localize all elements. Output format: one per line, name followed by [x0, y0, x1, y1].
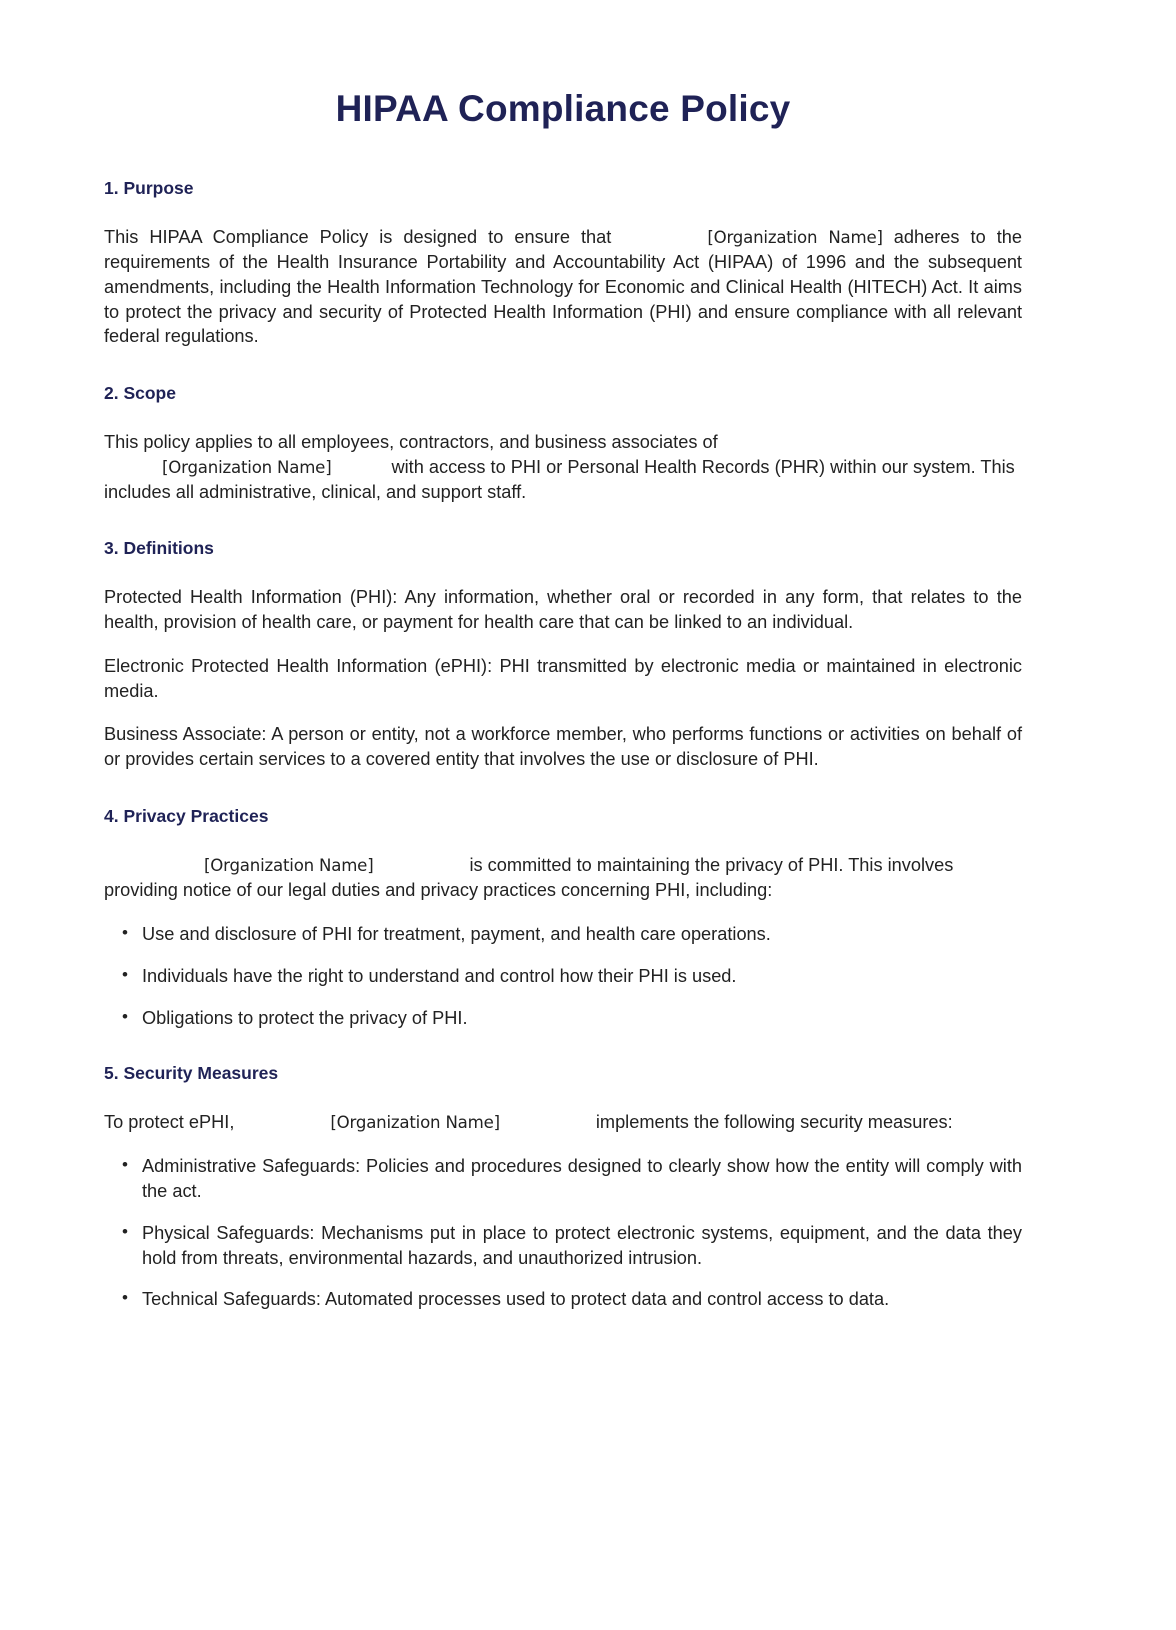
org-name-placeholder: [Organization Name] [707, 228, 883, 248]
list-spacer [104, 989, 1022, 1006]
paragraph-scope-before: This policy applies to all employees, contractors, and business associates of [104, 432, 718, 452]
section-heading-scope: 2. Scope [104, 383, 176, 403]
list-spacer [104, 947, 1022, 964]
paragraph-purpose-before: This HIPAA Compliance Policy is designed to ensure that [104, 227, 612, 248]
section-heading-privacy-practices: 4. Privacy Practices [104, 805, 269, 826]
list-item: • Obligations to protect the privacy of PHI. [104, 1006, 1022, 1031]
paragraph-security-measures [104, 1110, 1022, 1135]
page-title: HIPAA Compliance Policy [335, 88, 791, 129]
list-item: • Administrative Safeguards: Policies and procedures designed to clearly show how the entity will comply with the act. [104, 1154, 1022, 1204]
document-content [104, 0, 1022, 1312]
privacy-practices-bullet-list [104, 922, 1022, 1030]
paragraph-scope-after: with access to PHI or Personal Health Records (PHR) within our system. This includes all administrative, clinical, and support staff. [104, 456, 1015, 502]
definition-business-associate: Business Associate: A person or entity, not a workforce member, who performs functions or activities on behalf of or provides certain services to a covered entity that involves the use or disclosure of PHI. [104, 724, 1022, 769]
list-item: • Individuals have the right to understand and control how their PHI is used. [104, 964, 1022, 989]
list-item: • Physical Safeguards: Mechanisms put in place to protect electronic systems, equipment, and the data they hold from threats, environmental hazards, and unauthorized intrusion. [104, 1221, 1022, 1271]
section-heading-purpose: 1. Purpose [104, 178, 194, 199]
list-spacer [104, 1204, 1022, 1221]
section-heading-definitions: 3. Definitions [104, 538, 214, 559]
paragraph-purpose [104, 225, 1022, 349]
list-item: • Technical Safeguards: Automated processes used to protect data and control access to data. [104, 1287, 1022, 1312]
org-name-placeholder: [Organization Name] [330, 1112, 500, 1132]
security-measures-bullet-list [104, 1154, 1022, 1312]
definition-phi: Protected Health Information (PHI): Any information, whether oral or recorded in any form, that relates to the health, provision of health care, or payment for health care that can be linked to an individual. [104, 587, 1022, 632]
org-name-placeholder: [Organization Name] [162, 457, 332, 477]
paragraph-privacy-practices [104, 853, 1022, 903]
paragraph-privacy-practices-after: is committed to maintaining the privacy of PHI. This involves providing notice of our legal duties and privacy practices concerning PHI, including: [104, 854, 954, 900]
list-item: • Use and disclosure of PHI for treatment, payment, and health care operations. [104, 922, 1022, 947]
paragraph-scope [104, 430, 1022, 504]
paragraph-security-measures-after: implements the following security measures: [595, 1111, 953, 1132]
definition-ephi: Electronic Protected Health Information (ePHI): PHI transmitted by electronic media or maintained in electronic media. [104, 655, 1022, 701]
paragraph-purpose-after: adheres to the requirements of the Health Insurance Portability and Accountability Act (HIPAA) of 1996 and the subsequent amendments, including the Health Information Technology for Economic and Clinical Health (HITECH) Act. It aims to protect the privacy and security of Protected Health Information (PHI) and ensure compliance with all relevant federal regulations. [104, 227, 1022, 347]
section-heading-security-measures: 5. Security Measures [104, 1062, 279, 1083]
org-name-placeholder: [Organization Name] [204, 855, 374, 875]
list-spacer [104, 1270, 1022, 1287]
paragraph-security-measures-before: To protect ePHI, [104, 1111, 235, 1132]
